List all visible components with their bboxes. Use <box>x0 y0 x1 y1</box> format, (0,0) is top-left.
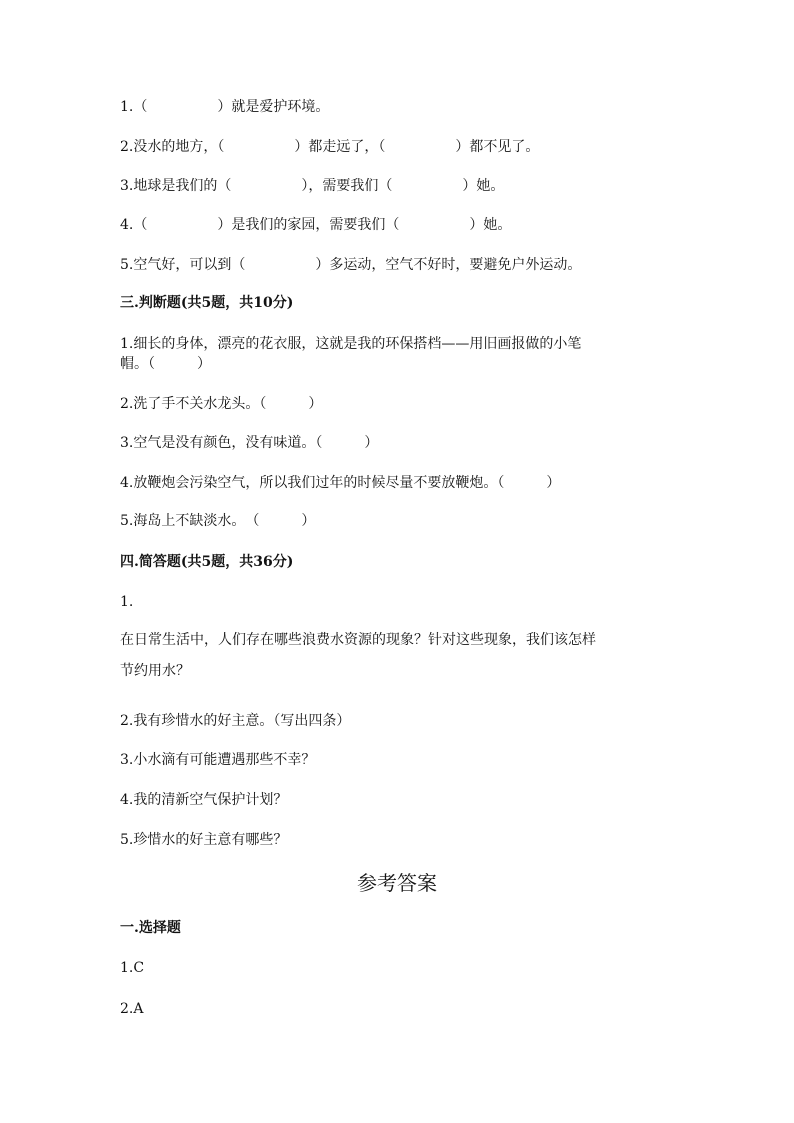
answer-item-1: 1.C <box>120 960 145 976</box>
short-answer-item-1-number: 1. <box>120 594 134 610</box>
fill-in-item-2: 2.没水的地方，（ ）都走远了，（ ）都不见了。 <box>120 139 540 155</box>
answer-item-2: 2.A <box>120 1001 144 1017</box>
short-answer-item-3: 3.小水滴有可能遭遇那些不幸？ <box>120 752 316 768</box>
short-answer-item-2: 2.我有珍惜水的好主意。（写出四条） <box>120 713 351 729</box>
fill-in-item-3: 3.地球是我们的（ ），需要我们（ ）她。 <box>120 178 505 194</box>
true-false-item-5: 5.海岛上不缺淡水。 （ ） <box>120 513 316 529</box>
short-answer-item-1-text-continued: 节约用水？ <box>120 663 190 679</box>
short-answer-item-4: 4.我的清新空气保护计划？ <box>120 792 288 808</box>
true-false-item-1-continued: 帽。（ ） <box>120 356 211 372</box>
true-false-item-4: 4.放鞭炮会污染空气，所以我们过年的时候尽量不要放鞭炮。（ ） <box>120 475 561 491</box>
fill-in-item-4: 4.（ ）是我们的家园，需要我们（ ）她。 <box>120 217 512 233</box>
true-false-item-1: 1.细长的身体，漂亮的花衣服，这就是我的环保搭档——用旧画报做的小笔 <box>120 336 582 352</box>
answer-key-title: 参考答案 <box>357 871 437 895</box>
fill-in-item-1: 1.（ ）就是爱护环境。 <box>120 99 330 115</box>
answer-section-heading-choice: 一.选择题 <box>120 920 181 936</box>
short-answer-item-5: 5.珍惜水的好主意有哪些？ <box>120 832 288 848</box>
section-heading-short-answer: 四.简答题(共5题，共36分) <box>120 554 294 570</box>
short-answer-item-1-text: 在日常生活中，人们存在哪些浪费水资源的现象？针对这些现象，我们该怎样 <box>120 632 596 648</box>
fill-in-item-5: 5.空气好，可以到（ ）多运动，空气不好时，要避免户外运动。 <box>120 257 582 273</box>
true-false-item-3: 3.空气是没有颜色，没有味道。（ ） <box>120 435 379 451</box>
true-false-item-2: 2.洗了手不关水龙头。（ ） <box>120 396 323 412</box>
section-heading-true-false: 三.判断题(共5题，共10分) <box>120 295 294 311</box>
